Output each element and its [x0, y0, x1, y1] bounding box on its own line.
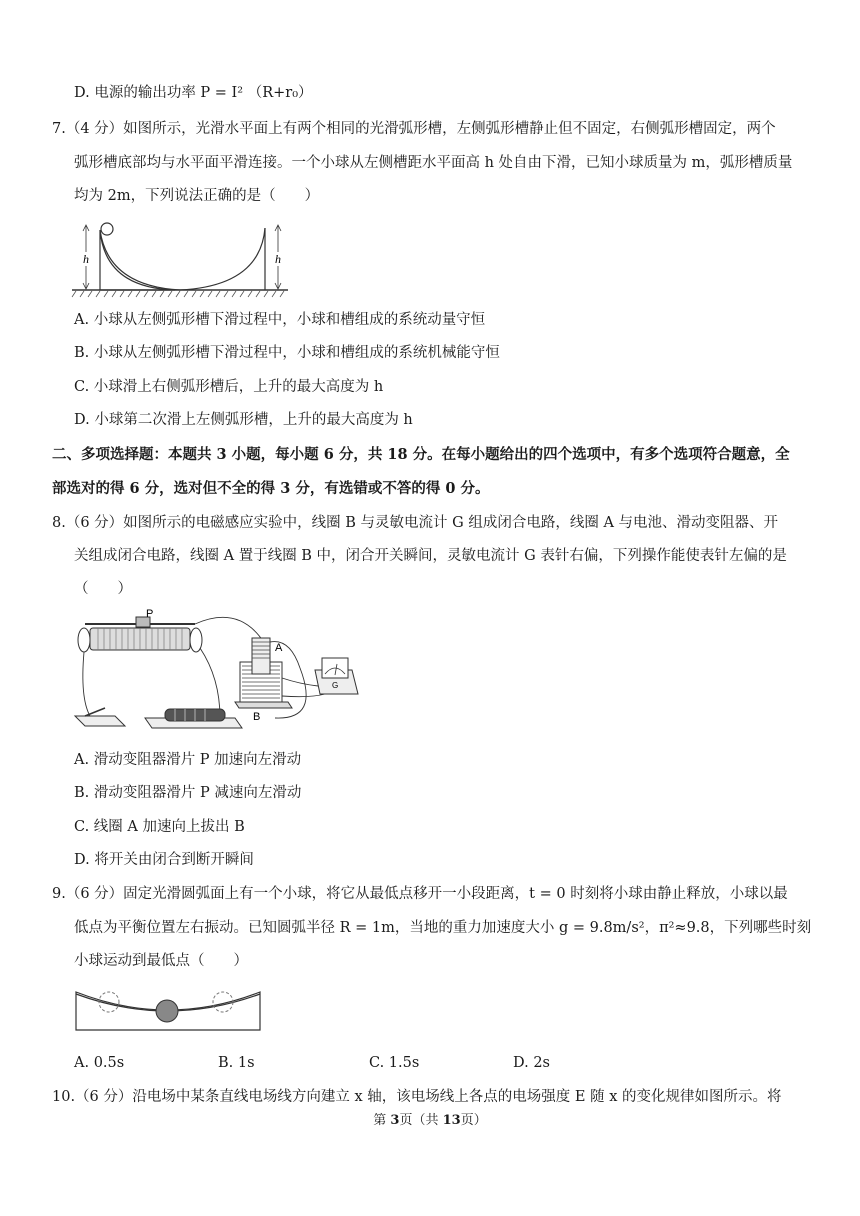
q8-fig-label-a: A	[275, 642, 283, 654]
footer-page-number: 3	[390, 1113, 400, 1128]
q7-option-b: B. 小球从左侧弧形槽下滑过程中，小球和槽组成的系统机械能守恒	[74, 345, 500, 361]
q7-fig-h-right: h	[275, 252, 281, 266]
footer-post: 页）	[460, 1113, 487, 1128]
q7-option-d: D. 小球第二次滑上左侧弧形槽，上升的最大高度为 h	[74, 412, 413, 428]
q9-option-c: C. 1.5s	[369, 1055, 420, 1071]
q7-figure-arc-grooves	[70, 220, 292, 300]
q6-option-d: D. 电源的输出功率 P = I² （R+r₀）	[74, 85, 313, 101]
q8-stem-line1: 8.（6 分）如图所示的电磁感应实验中，线圈 B 与灵敏电流计 G 组成闭合电路，线圈 A 与电池、滑动变阻器、开	[52, 515, 779, 531]
q8-fig-label-g: G	[332, 681, 339, 690]
page-footer	[0, 1112, 860, 1130]
q7-fig-h-left: h	[83, 252, 89, 266]
q7-option-a: A. 小球从左侧弧形槽下滑过程中，小球和槽组成的系统动量守恒	[74, 312, 486, 328]
q9-stem-line1: 9.（6 分）固定光滑圆弧面上有一个小球，将它从最低点移开一小段距离，t = 0 时刻将小球由静止释放，小球以最	[52, 886, 788, 902]
q7-stem-line3: 均为 2m，下列说法正确的是（ ）	[74, 188, 320, 204]
q9-option-a: A. 0.5s	[74, 1055, 125, 1071]
q9-figure-arc-surface	[72, 988, 264, 1036]
q8-figure-induction-experiment	[70, 608, 360, 738]
section2-header-line2: 部选对的得 6 分，选对但不全的得 3 分，有选错或不答的得 0 分。	[52, 480, 490, 497]
q8-fig-label-b: B	[253, 711, 261, 723]
q9-stem-line3: 小球运动到最低点（ ）	[74, 953, 248, 969]
q8-option-a: A. 滑动变阻器滑片 P 加速向左滑动	[74, 752, 302, 768]
q7-option-c: C. 小球滑上右侧弧形槽后，上升的最大高度为 h	[74, 379, 384, 395]
section2-header-line1: 二、多项选择题：本题共 3 小题，每小题 6 分，共 18 分。在每小题给出的四个选项中，有多个选项符合题意，全	[52, 446, 790, 463]
q9-option-d: D. 2s	[513, 1055, 550, 1071]
q8-fig-label-p: P	[146, 608, 154, 620]
q9-option-b: B. 1s	[218, 1055, 255, 1071]
footer-pre: 第	[373, 1113, 391, 1128]
footer-total-pages: 13	[442, 1113, 461, 1128]
q8-stem-line3: （ ）	[74, 581, 132, 597]
footer-mid: 页（共	[399, 1113, 443, 1128]
q10-stem-line1: 10.（6 分）沿电场中某条直线电场线方向建立 x 轴，该电场线上各点的电场强度 E 随 x 的变化规律如图所示。将	[52, 1089, 782, 1105]
q8-option-d: D. 将开关由闭合到断开瞬间	[74, 852, 254, 868]
q7-stem-line2: 弧形槽底部均与水平面平滑连接。一个小球从左侧槽距水平面高 h 处自由下滑，已知小球质量为 m，弧形槽质量	[74, 155, 793, 171]
q9-stem-line2: 低点为平衡位置左右振动。已知圆弧半径 R = 1m，当地的重力加速度大小 g = 9.8m/s²，π²≈9.8，下列哪些时刻	[74, 920, 812, 936]
q8-option-b: B. 滑动变阻器滑片 P 减速向左滑动	[74, 785, 302, 801]
q7-stem-line1: 7.（4 分）如图所示，光滑水平面上有两个相同的光滑弧形槽，左侧弧形槽静止但不固定，右侧弧形槽固定，两个	[52, 121, 776, 137]
q8-stem-line2: 关组成闭合电路，线圈 A 置于线圈 B 中，闭合开关瞬间，灵敏电流计 G 表针右偏，下列操作能使表针左偏的是	[74, 548, 787, 564]
q8-option-c: C. 线圈 A 加速向上拔出 B	[74, 819, 245, 835]
